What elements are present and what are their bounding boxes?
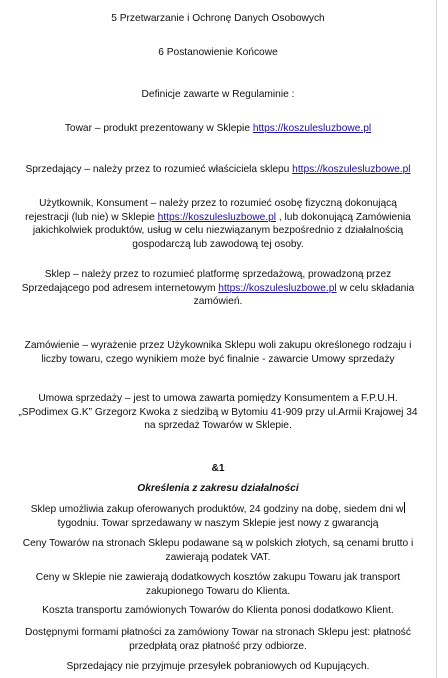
section-paragraph-2: Ceny Towarów na stronach Sklepu podawane są w polskich złotych, są cenami brutto i zawierają podatek VAT. bbox=[22, 538, 414, 563]
shop-link[interactable]: https://koszulesluzbowe.pl bbox=[157, 211, 277, 223]
toc-item-6: 6 Postanowienie Końcowe bbox=[158, 47, 278, 58]
section-paragraph-1: Sklep umożliwia zakup oferowanych produktów, 24 godziny na dobę, siedem dni w tygodniu. Towar sprzedawany w naszym Sklepie jest nowy z gwarancją bbox=[30, 504, 404, 529]
shop-link[interactable]: https://koszulesluzbowe.pl bbox=[292, 164, 411, 175]
section-number: &1 bbox=[211, 463, 225, 474]
definition-uzytkownik: Użytkownik, Konsument – należy przez to rozumieć osobę fizyczną dokonującą rejestracji (lub nie) w Sklepie https://koszulesluzbowe.pl , lub dokonującą Zamówienia jakichkolwiek produktów, usług w celu niezwiązanym bezpośrednio z działalnością gospodarczą lub zawodową tej osoby. bbox=[25, 198, 411, 250]
section-paragraph-6: Sprzedający nie przyjmuje przesyłek pobraniowych od Kupujących. bbox=[66, 661, 370, 672]
section-paragraph-5: Dostępnymi formami płatności za zamówiony Towar na stronach Sklepu jest: płatność przedpłatą oraz płatność przy odbiorze. bbox=[25, 627, 411, 652]
definition-sklep: Sklep – należy przez to rozumieć platformę sprzedażową, prowadzoną przez Sprzedającego pod adresem internetowym https://koszulesluzbowe.pl w celu składania zamówień. bbox=[21, 269, 415, 307]
definition-umowa: Umowa sprzedaży – jest to umowa zawarta pomiędzy Konsumentem a F.P.U.H. „SPodimex G.K” Grzegorz Kwoka z siedzibą w Bytomiu 41-909 przy ul.Armii Krajowej 34 na sprzedaż Towarów w Sklepie. bbox=[18, 393, 418, 431]
toc-item-5: 5 Przetwarzanie i Ochronę Danych Osobowych bbox=[111, 13, 325, 24]
page-border bbox=[436, 0, 437, 678]
definition-zamowienie: Zamówienie – wyrażenie przez Użykownika Sklepu woli zakupu określonego rodzaju i liczby towaru, czego wynikiem może być finalnie - zawarcie Umowy sprzedaży bbox=[24, 340, 412, 365]
text-cursor bbox=[404, 502, 405, 513]
definition-towar: Towar – produkt prezentowany w Sklepie https://koszulesluzbowe.pl bbox=[64, 123, 372, 134]
definitions-intro: Definicje zawarte w Regulaminie : bbox=[141, 89, 295, 100]
definition-sprzedajacy: Sprzedający – należy przez to rozumieć właściciela sklepu https://koszulesluzbowe.pl bbox=[25, 164, 411, 175]
section-paragraph-4: Koszta transportu zamówionych Towarów do Klienta ponosi dodatkowo Klient. bbox=[42, 605, 394, 616]
shop-link[interactable]: https://koszulesluzbowe.pl bbox=[252, 123, 372, 134]
section-title: Określenia z zakresu działalności bbox=[137, 483, 299, 494]
section-paragraph-3: Ceny w Sklepie nie zawierają dodatkowych kosztów zakupu Towaru jak transport zakupionego Towaru do Klienta. bbox=[35, 572, 401, 597]
shop-link[interactable]: https://koszulesluzbowe.pl bbox=[218, 282, 337, 294]
